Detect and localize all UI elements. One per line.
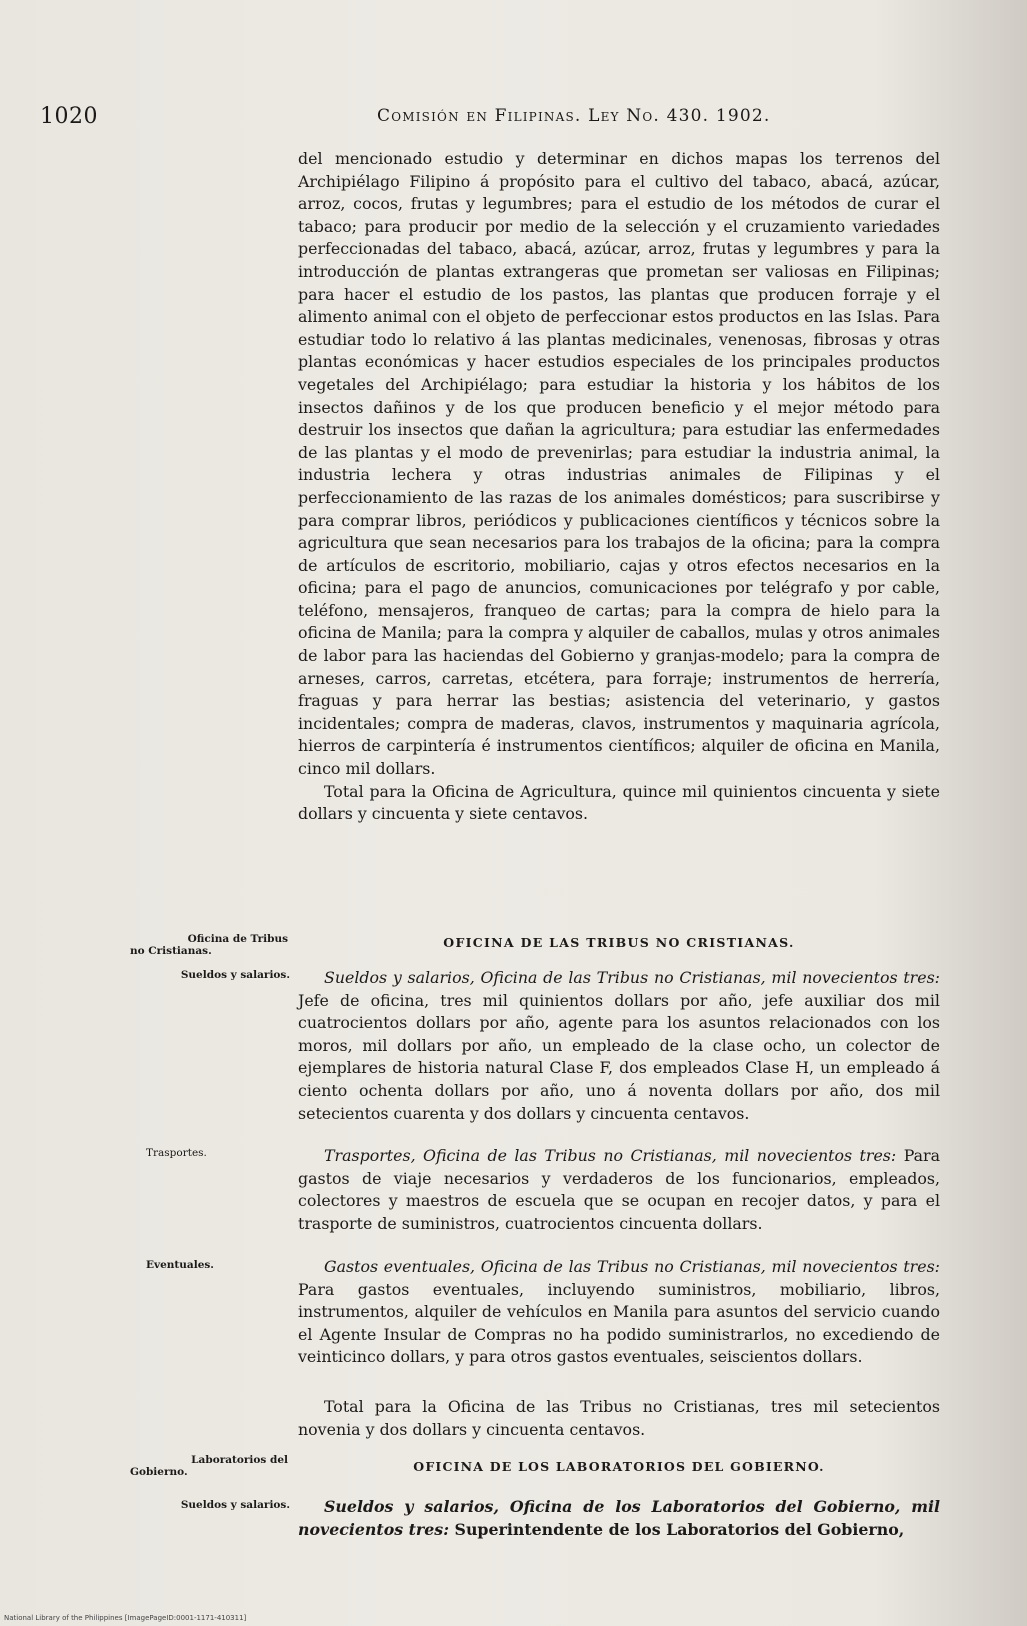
text-block-laboratorios bbox=[298, 1496, 940, 1541]
margin-note-line: Laboratorios del bbox=[191, 1454, 288, 1466]
paragraph-body: Para gastos de viaje necesarios y verdaderos de los funcionarios, empleados, colectores y maestros de escuela que se ocupan en recojer datos, y para el trasporte de suministros, cuatrocientos cincuenta dollars. bbox=[298, 1146, 940, 1233]
paragraph bbox=[298, 1145, 940, 1235]
text-block-trasportes bbox=[298, 1145, 940, 1235]
margin-note-sueldos: Sueldos y salarios. bbox=[180, 969, 290, 981]
italic-lead: Sueldos y salarios, Oficina de las Tribus no Cristianas, mil novecientos tres: bbox=[324, 968, 940, 987]
page-header bbox=[40, 104, 967, 132]
text-block-sueldos bbox=[298, 967, 940, 1125]
margin-note-line: Oficina de Tribus bbox=[187, 933, 288, 945]
text-block-eventuales bbox=[298, 1256, 940, 1369]
paragraph-total-agriculture: Total para la Oficina de Agricultura, quince mil quinientos cincuenta y siete dollars y cincuenta y siete centavos. bbox=[298, 781, 940, 824]
margin-note-eventuales: Eventuales. bbox=[146, 1259, 214, 1271]
paragraph-body: Superintendente de los Laboratorios del Gobierno, bbox=[454, 1519, 905, 1539]
paragraph-total-tribus: Total para la Oficina de las Tribus no Cristianas, tres mil setecientos novenia y dos dollars y cincuenta centavos. bbox=[298, 1397, 940, 1439]
text-block-agriculture bbox=[298, 148, 940, 826]
paragraph bbox=[298, 1496, 940, 1541]
paragraph: del mencionado estudio y determinar en dichos mapas los terrenos del Archipiélago Filipino á propósito para el cultivo del tabaco, abacá, azúcar, arroz, cocos, frutas y legumbres; para el estudio de los métodos de curar el tabaco; para producir por medio de la selección y el cruzamiento variedades perfeccionadas del tabaco, abacá, azúcar, arroz, frutas y legumbres y para la introducción de plantas extrangeras que prometan ser valiosas en Filipinas; para hacer el estudio de los pastos, las plantas que producen forraje y el alimento animal con el objeto de perfeccionar estos productos en las Islas. Para estudiar todo lo relativo á las plantas medicinales, venenosas, fibrosas y otras plantas económicas y hacer estudios especiales de los principales productos vegetales del Archipiélago; para estudiar la historia y los hábitos de los insectos dañinos y de los que producen beneficio y el mejor método para destruir los insectos que dañan la agricultura; para estudiar las enfermedades de las plantas y el modo de prevenirlas; para estudiar la industria animal, la industria lechera y otras industrias animales de Filipinas y el perfeccionamiento de las razas de los animales domésticos; para suscribirse y para comprar libros, periódicos y publicaciones científicos y técnicos sobre la agricultura que sean necesarios para los trabajos de la oficina; para la compra de artículos de escritorio, mobiliario, cajas y otros efectos necesarios en la oficina; para el pago de anuncios, comunicaciones por telégrafo y por cable, teléfono, mensajeros, franqueo de cartas; para la compra de hielo para la oficina de Manila; para la compra y alquiler de caballos, mulas y otros animales de labor para las haciendas del Gobierno y granjas-modelo; para la compra de arneses, carros, carretas, etcétera, para forraje; instrumentos de herrería, fraguas y para herrar las bestias; asistencia del veterinario, y gastos incidentales; compra de maderas, clavos, instrumentos y maquinaria agrícola, hierros de carpintería é instrumentos científicos; alquiler de oficina en Manila, cinco mil dollars. bbox=[298, 149, 940, 779]
paragraph bbox=[298, 1256, 940, 1369]
section-heading-laboratorios: OFICINA DE LOS LABORATORIOS DEL GOBIERNO. bbox=[413, 1459, 825, 1474]
running-title: Comisión en Filipinas. Ley No. 430. 1902. bbox=[377, 106, 771, 126]
italic-lead: Gastos eventuales, Oficina de las Tribus no Cristianas, mil novecientos tres: bbox=[324, 1257, 940, 1276]
paragraph-body: Para gastos eventuales, incluyendo suministros, mobiliario, libros, instrumentos, alquiler de vehículos en Manila para asuntos del servicio cuando el Agente Insular de Compras no ha podido suministrarlos, no excediendo de veinticinco dollars, y para otros gastos eventuales, seiscientos dollars. bbox=[298, 1279, 940, 1367]
margin-note-sueldos-2: Sueldos y salarios. bbox=[180, 1499, 290, 1511]
margin-note-trasportes: Trasportes. bbox=[146, 1147, 207, 1159]
margin-note-tribus bbox=[130, 934, 288, 957]
paragraph bbox=[298, 967, 940, 1125]
text-block-total-tribus bbox=[298, 1396, 940, 1441]
margin-note-laboratorios bbox=[130, 1455, 288, 1478]
italic-lead: Sueldos y salarios, Oficina de los Laboratorios del Gobierno, mil novecientos tres: bbox=[298, 1497, 940, 1539]
margin-note-line: no Cristianas. bbox=[130, 944, 212, 957]
paragraph-body: Jefe de oficina, tres mil quinientos dollars por año, jefe auxiliar dos mil cuatrocientos dollars por año, agente para los asuntos relacionados con los moros, mil dollars por año, un empleado de la clase ocho, un colector de ejemplares de historia natural Clase F, dos empleados Clase H, un empleado á ciento ochenta dollars por año, uno á noventa dollars por año, dos mil setecientos cuarenta y dos dollars y cincuenta centavos. bbox=[298, 990, 940, 1123]
page-number: 1020 bbox=[40, 104, 98, 129]
italic-lead: Trasportes, Oficina de las Tribus no Cristianas, mil novecientos tres: bbox=[324, 1146, 897, 1165]
section-heading-tribus: OFICINA DE LAS TRIBUS NO CRISTIANAS. bbox=[443, 935, 795, 950]
scan-footer: National Library of the Philippines [ImagePageID:0001-1171-410311] bbox=[4, 1614, 247, 1622]
margin-note-line: Gobierno. bbox=[130, 1465, 188, 1478]
